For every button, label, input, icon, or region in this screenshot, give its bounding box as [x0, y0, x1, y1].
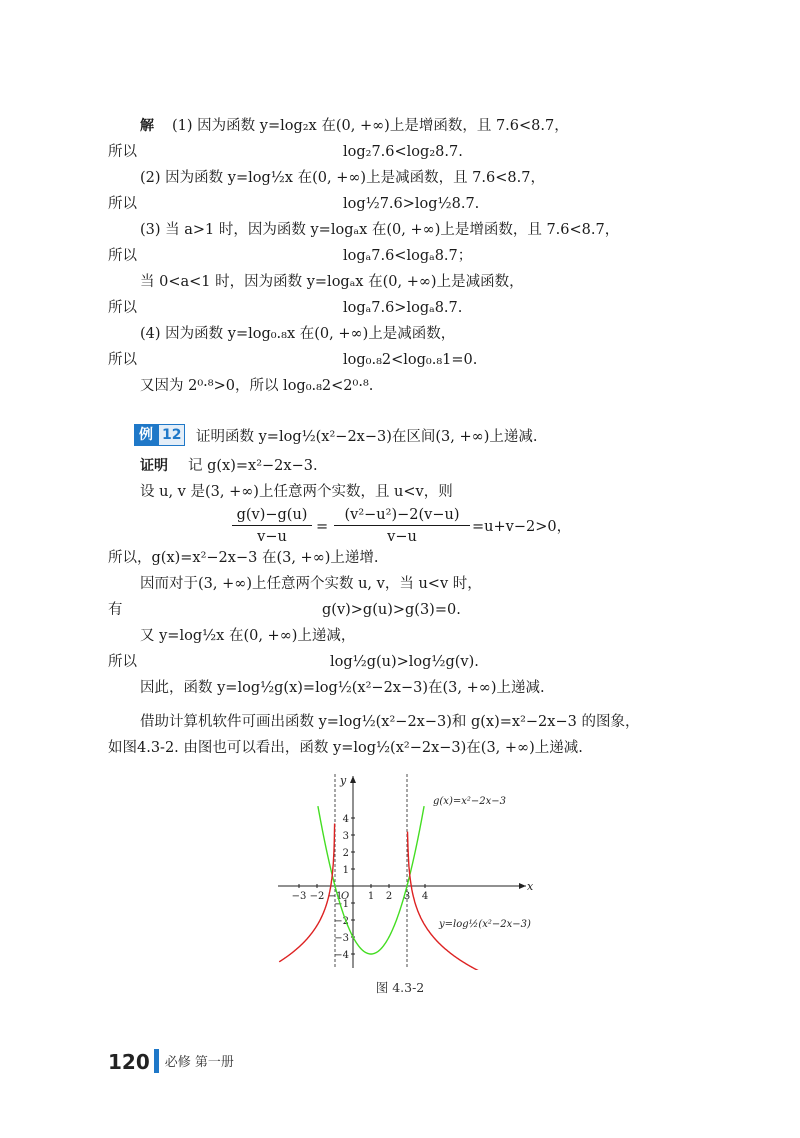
- fraction-1-denominator: v−u: [257, 529, 287, 545]
- text-segment: 因此，函数 y=log½g(x)=log½(x²−2x−3)在(3, +∞)上递减.: [140, 680, 545, 696]
- text-segment: 又因为 2⁰·⁸>0，所以 log₀.₈2<2⁰·⁸.: [140, 378, 374, 394]
- text-line: [0, 571, 800, 597]
- text-line: [0, 373, 800, 399]
- page-footer: [108, 1048, 234, 1076]
- function-graph-figure: [276, 770, 538, 974]
- graph-curves: [279, 806, 484, 970]
- text-segment: 又 y=log½x 在(0, +∞)上递减，: [140, 628, 356, 644]
- example-label: 例: [134, 424, 158, 446]
- text-segment: 证明函数 y=log½(x²−2x−3)在区间(3, +∞)上递减.: [196, 429, 538, 445]
- example-number: 12: [158, 424, 185, 446]
- x-axis-label: x: [527, 880, 534, 893]
- example-badge: [134, 424, 185, 446]
- y-axis-label: y: [340, 774, 347, 787]
- log-function-label: y=log½(x²−2x−3): [439, 919, 531, 930]
- text-segment: 所以，g(x)=x²−2x−3 在(3, +∞)上递增.: [108, 550, 379, 566]
- x-tick-label: 1: [367, 891, 375, 902]
- text-line: [0, 217, 800, 243]
- page-number: 120: [108, 1050, 150, 1074]
- text-line: [0, 675, 800, 701]
- text-segment: g(v)>g(u)>g(3)=0.: [322, 602, 461, 618]
- fraction-1: [232, 505, 312, 549]
- y-tick-label: 3: [342, 831, 349, 842]
- text-line: [0, 139, 800, 165]
- fraction-1-numerator: g(v)−g(u): [232, 505, 312, 526]
- text-line: [0, 649, 800, 675]
- text-line: [0, 321, 800, 347]
- y-tick-label: 4: [342, 814, 349, 825]
- x-tick-label: 4: [421, 891, 429, 902]
- text-segment: (1) 因为函数 y=log₂x 在(0, +∞)上是增函数，且 7.6<8.7，: [172, 118, 569, 134]
- y-tick-label: −4: [334, 950, 349, 961]
- text-line: [0, 165, 800, 191]
- text-segment: 所以: [108, 300, 137, 316]
- figure-caption: 图 4.3-2: [375, 980, 425, 995]
- x-tick-label: −3: [291, 891, 307, 902]
- y-tick-label: 1: [342, 865, 349, 876]
- text-line: [0, 623, 800, 649]
- text-line: [0, 347, 800, 373]
- text-segment: 如图4.3-2. 由图也可以看出，函数 y=log½(x²−2x−3)在(3, +∞)上递减.: [108, 740, 583, 756]
- section-label: 解: [140, 118, 154, 134]
- text-segment: (4) 因为函数 y=log₀.₈x 在(0, +∞)上是减函数，: [140, 326, 456, 342]
- equals-sign: =: [316, 519, 329, 535]
- text-line: [0, 113, 800, 139]
- text-line: [0, 269, 800, 295]
- graph-svg: [276, 770, 538, 970]
- y-tick-label: −3: [334, 933, 349, 944]
- text-line: [0, 424, 800, 450]
- text-segment: 所以: [108, 196, 137, 212]
- fraction-2-numerator: (v²−u²)−2(v−u): [334, 505, 470, 526]
- text-segment: 有: [108, 602, 123, 618]
- text-segment: log₀.₈2<log₀.₈1=0.: [343, 352, 478, 368]
- x-tick-label: −2: [309, 891, 325, 902]
- x-tick-label: −1: [327, 891, 343, 902]
- text-segment: log₂7.6<log₂8.7.: [343, 144, 463, 160]
- log-curve-right: [408, 832, 485, 970]
- origin-label: O: [341, 891, 350, 902]
- x-tick-label: 2: [385, 891, 393, 902]
- x-tick-label: 3: [403, 891, 411, 902]
- fraction-2-denominator: v−u: [387, 529, 417, 545]
- fraction-tail: =u+v−2>0，: [472, 519, 572, 535]
- text-segment: 当 0<a<1 时，因为函数 y=logₐx 在(0, +∞)上是减函数，: [140, 274, 524, 290]
- text-line: [0, 709, 800, 735]
- text-line: [0, 453, 800, 479]
- text-segment: 所以: [108, 654, 137, 670]
- graph-labels: [339, 774, 534, 930]
- y-axis-arrow: [350, 776, 356, 783]
- text-line: [0, 295, 800, 321]
- text-segment: (2) 因为函数 y=log½x 在(0, +∞)上是减函数，且 7.6<8.7，: [140, 170, 545, 186]
- text-segment: log½g(u)>log½g(v).: [330, 654, 479, 670]
- text-segment: 所以: [108, 352, 137, 368]
- log-curve-left: [279, 824, 334, 962]
- text-segment: logₐ7.6<logₐ8.7；: [343, 248, 473, 264]
- text-line: [0, 597, 800, 623]
- x-axis-arrow: [519, 883, 526, 889]
- footer-accent-bar: [154, 1049, 159, 1073]
- text-segment: (3) 当 a>1 时，因为函数 y=logₐx 在(0, +∞)上是增函数，且 7.6<8.7，: [140, 222, 620, 238]
- text-line: [0, 243, 800, 269]
- text-line: [0, 735, 800, 761]
- book-title: 必修 第一册: [164, 1055, 234, 1070]
- text-segment: logₐ7.6>logₐ8.7.: [343, 300, 463, 316]
- text-segment: 所以: [108, 144, 137, 160]
- y-tick-label: −2: [334, 916, 349, 927]
- y-tick-label: 2: [342, 848, 349, 859]
- section-label: 证明: [140, 458, 168, 474]
- text-line: [0, 479, 800, 505]
- text-line: [0, 191, 800, 217]
- text-segment: 所以: [108, 248, 137, 264]
- g-function-label: g(x)=x²−2x−3: [433, 796, 506, 807]
- y-tick-label: −1: [334, 899, 349, 910]
- text-segment: 设 u, v 是(3, +∞)上任意两个实数，且 u<v，则: [140, 484, 453, 500]
- text-segment: 因而对于(3, +∞)上任意两个实数 u, v，当 u<v 时，: [140, 576, 482, 592]
- text-segment: 记 g(x)=x²−2x−3.: [188, 458, 318, 474]
- fraction-2: [334, 505, 470, 549]
- text-segment: log½7.6>log½8.7.: [343, 196, 480, 212]
- text-segment: 借助计算机软件可画出函数 y=log½(x²−2x−3)和 g(x)=x²−2x−3 的图象，: [140, 714, 640, 730]
